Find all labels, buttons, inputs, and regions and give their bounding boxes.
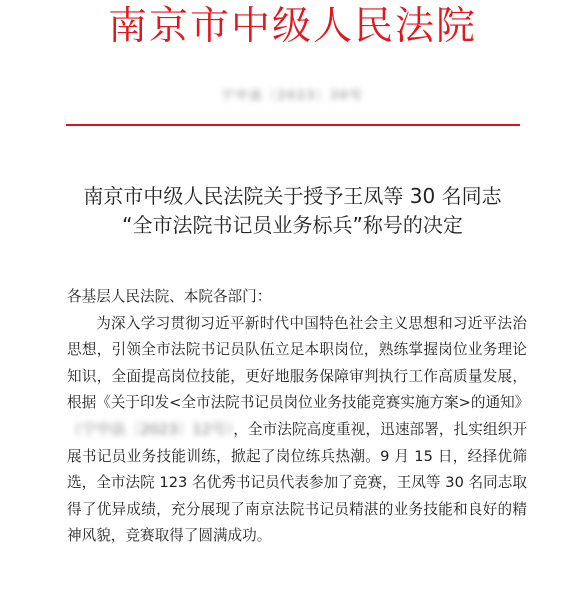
court-header-title: 南京市中级人民法院 <box>107 4 477 49</box>
document-number-redacted: 宁中法〔2023〕30号 <box>221 88 364 102</box>
redacted-document-reference: （宁中法〔2023〕12号） <box>67 420 234 438</box>
red-divider-line <box>66 124 520 126</box>
document-title-line-1: 南京市中级人民法院关于授予王凤等 30 名同志 <box>83 184 502 208</box>
document-title <box>0 182 585 240</box>
document-title-line-2: “全市法院书记员业务标兵”称号的决定 <box>122 213 463 237</box>
body-paragraph <box>67 311 530 550</box>
document-body <box>67 284 530 550</box>
paragraph-text-part-1: 为深入学习贯彻习近平新时代中国特色社会主义思想和习近平法治思想，引领全市法院书记员队伍立足本职岗位，熟练掌握岗位业务理论知识，全面提高岗位技能，更好地服务保障审判执行工作高质量发展，根据《关于印发<全市法院书记员岗位业务技能竞赛实施方案>的通知》 <box>67 314 530 412</box>
paragraph-text-part-2: ，全市法院高度重视，迅速部署，扎实组织开展书记员业务技能训练，掀起了岗位练兵热潮。9 月 15 日，经择优筛选，全市法院 123 名优秀书记员代表参加了竞赛，王凤等 30 名同志取得了优异成绩，充分展现了南京法院书记员精湛的业务技能和良好的精神风貌，竞赛取得了圆满成功。 <box>67 420 527 545</box>
salutation: 各基层人民法院、本院各部门： <box>67 288 272 305</box>
